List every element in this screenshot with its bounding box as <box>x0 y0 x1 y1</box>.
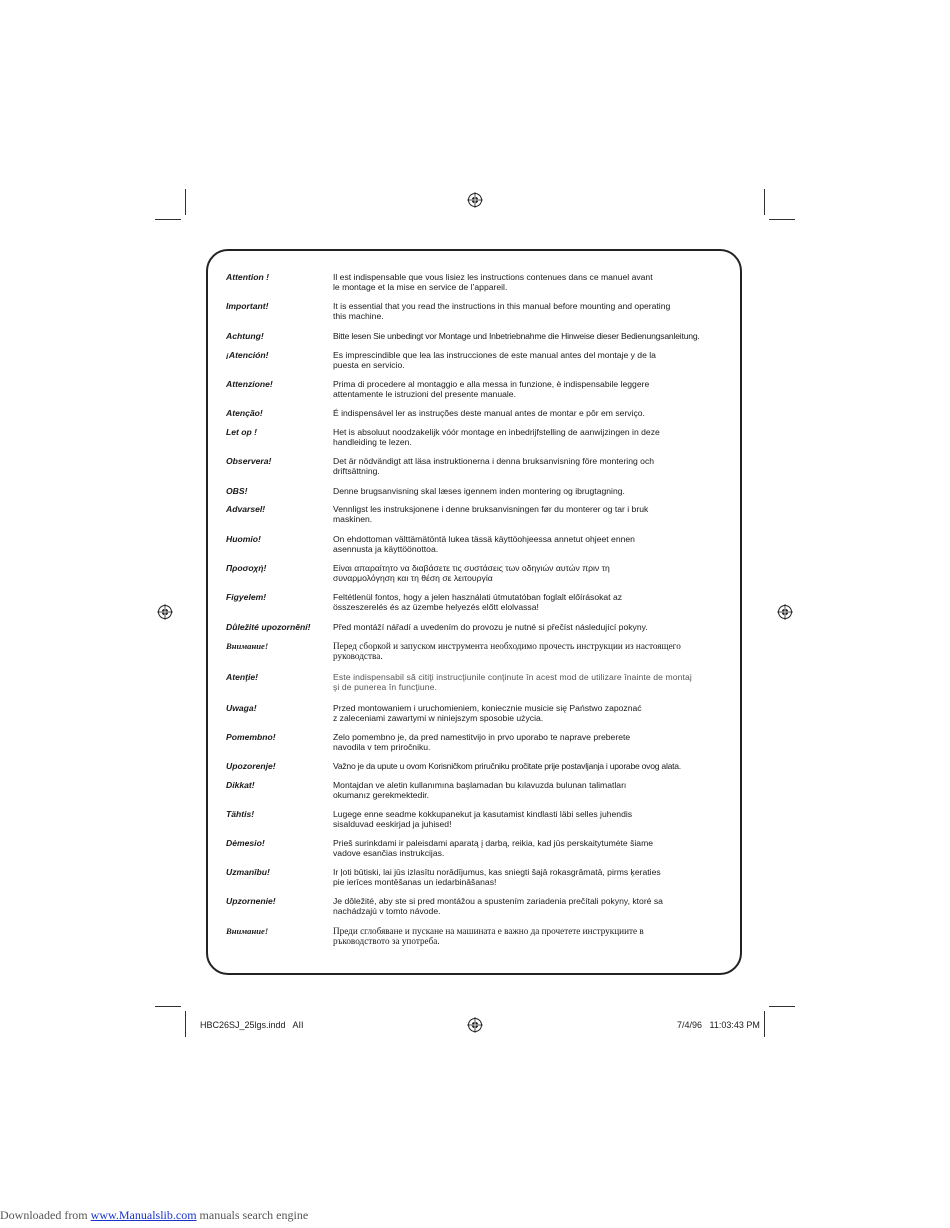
notice-text: Bitte lesen Sie unbedingt vor Montage und Inbetriebnahme die Hinweise dieser Bedienungsanleitung. <box>333 331 700 341</box>
crop-mark <box>185 1011 186 1037</box>
footer-suffix: manuals search engine <box>196 1208 309 1222</box>
notice-label: Figyelem! <box>226 592 267 602</box>
notice-text: It is essential that you read the instructions in this manual before mounting and operating this machine. <box>333 301 671 322</box>
footer-prefix: Downloaded from <box>0 1208 91 1222</box>
registration-mark-icon <box>157 604 173 620</box>
manualslib-link[interactable]: www.Manualslib.com <box>90 1208 197 1222</box>
notice-text: Važno je da upute u ovom Korisničkom priručniku pročitate prije postavljanja i uporabe ovog alata. <box>333 761 681 771</box>
notice-text: Перед сборкой и запуском инструмента необходимо прочесть инструкции из настоящего руководства. <box>333 641 681 662</box>
notice-text: Před montáží nářadí a uvedením do provozu je nutné si přečíst následující pokyny. <box>333 622 648 632</box>
notice-label: Внимание! <box>226 641 269 651</box>
notice-text: Zelo pomembno je, da pred namestitvijo in prvo uporabo te naprave preberete navodila v tem priročniku. <box>333 732 631 753</box>
notice-label: Upozorenje! <box>226 761 276 771</box>
notice-label: Important! <box>226 301 269 311</box>
notice-label: Dikkat! <box>226 780 255 790</box>
notice-label: Uzmanību! <box>226 867 270 877</box>
registration-mark-icon <box>777 604 793 620</box>
notice-label: Atenţie! <box>226 672 258 682</box>
notice-text: Είναι απαραίτητο να διαβάσετε τις συστάσεις των οδηγιών αυτών πριν τη συναρμολόγηση και τη θέση σε λειτουργία <box>333 563 610 584</box>
notice-label: Achtung! <box>226 331 264 341</box>
notice-label: Tähtis! <box>226 809 255 819</box>
notice-text: Przed montowaniem i uruchomieniem, koniecznie musicie się Państwo zapoznać z zaleceniami zawartymi w niniejszym sposobie użycia. <box>333 703 642 724</box>
notice-text: Je dôležité, aby ste si pred montážou a spustením zariadenia prečítali pokyny, ktoré sa nachádzajú v tomto návode. <box>333 896 663 917</box>
notice-text: Feltétlenül fontos, hogy a jelen használati útmutatóban foglalt előírásokat az összeszerelés és az üzembe helyezés előtt elolvassa! <box>333 592 623 613</box>
download-footer <box>0 1208 308 1223</box>
slug-filename: HBC26SJ_25lgs.indd AII <box>200 1020 304 1030</box>
registration-mark-icon <box>467 192 483 208</box>
notice-label: Důležité upozornění! <box>226 622 311 632</box>
notice-label: OBS! <box>226 486 248 496</box>
notice-label: Atenção! <box>226 408 263 418</box>
crop-mark <box>185 189 186 215</box>
notice-text: Este indispensabil să citiţi instrucţiunile conţinute în acest mod de utilizare înainte de montaj şi de punerea în funcţiune. <box>333 672 692 693</box>
slug-datetime: 7/4/96 11:03:43 PM <box>677 1020 760 1030</box>
notice-text: Prima di procedere al montaggio e alla messa in funzione, è indispensabile leggere attentamente le istruzioni del presente manuale. <box>333 379 650 400</box>
notice-text: On ehdottoman välttämätöntä lukea tässä käyttöohjeessa annetut ohjeet ennen asennusta ja käyttöönottoa. <box>333 534 635 555</box>
notice-label: ¡Atención! <box>226 350 269 360</box>
notice-text: É indispensável ler as instruções deste manual antes de montar e pôr em serviço. <box>333 408 645 418</box>
notice-label: Pomembno! <box>226 732 276 742</box>
crop-mark <box>764 1011 765 1037</box>
notice-text: Denne brugsanvisning skal læses igennem inden montering og ibrugtagning. <box>333 486 625 496</box>
notice-label: Huomio! <box>226 534 261 544</box>
notice-label: Let op ! <box>226 427 258 437</box>
notice-text: Преди сглобяване и пускане на машината е важно да прочетете инструкциите в ръководството за употреба. <box>333 926 644 947</box>
notice-label: Uwaga! <box>226 703 257 713</box>
crop-mark <box>769 1006 795 1007</box>
notice-text: Es imprescindible que lea las instrucciones de este manual antes del montaje y de la puesta en servicio. <box>333 350 656 371</box>
notice-text: Lugege enne seadme kokkupanekut ja kasutamist kindlasti läbi selles juhendis sisalduvad eeskirjad ja juhised! <box>333 809 633 830</box>
notice-label: Dėmesio! <box>226 838 265 848</box>
crop-mark <box>155 219 181 220</box>
notice-label: Προσοχή! <box>226 563 267 573</box>
notice-text: Vennligst les instruksjonene i denne bruksanvisningen før du monterer og tar i bruk maskinen. <box>333 504 649 525</box>
notice-text: Il est indispensable que vous lisiez les instructions contenues dans ce manuel avant le montage et la mise en service de l’appareil. <box>333 272 653 293</box>
notice-label: Observera! <box>226 456 272 466</box>
notice-label: Внимание! <box>226 926 269 936</box>
crop-mark <box>769 219 795 220</box>
crop-mark <box>764 189 765 215</box>
notice-label: Attention ! <box>226 272 269 282</box>
registration-mark-icon <box>467 1017 483 1033</box>
notice-label: Upzornenie! <box>226 896 276 906</box>
notice-text: Ir ļoti būtiski, lai jūs izlasītu norādījumus, kas sniegti šajā rokasgrāmatā, pirms ķeraties pie ierīces montēšanas un iedarbināšanas! <box>333 867 661 888</box>
notice-label: Attenzione! <box>226 379 273 389</box>
notice-text: Prieš surinkdami ir paleisdami aparatą į darbą, reikia, kad jūs perskaitytumėte šiame vadove esančias instrukcijas. <box>333 838 654 859</box>
crop-mark <box>155 1006 181 1007</box>
notice-text: Det är nödvändigt att läsa instruktionerna i denna bruksanvisning före montering och driftsättning. <box>333 456 655 477</box>
notice-text: Het is absoluut noodzakelijk vóór montage en inbedrijfstelling de aanwijzingen in deze handleiding te lezen. <box>333 427 660 448</box>
notice-label: Advarsel! <box>226 504 266 514</box>
notice-text: Montajdan ve aletin kullanımına başlamadan bu kılavuzda bulunan talimatları okumanız gerekmektedir. <box>333 780 627 801</box>
